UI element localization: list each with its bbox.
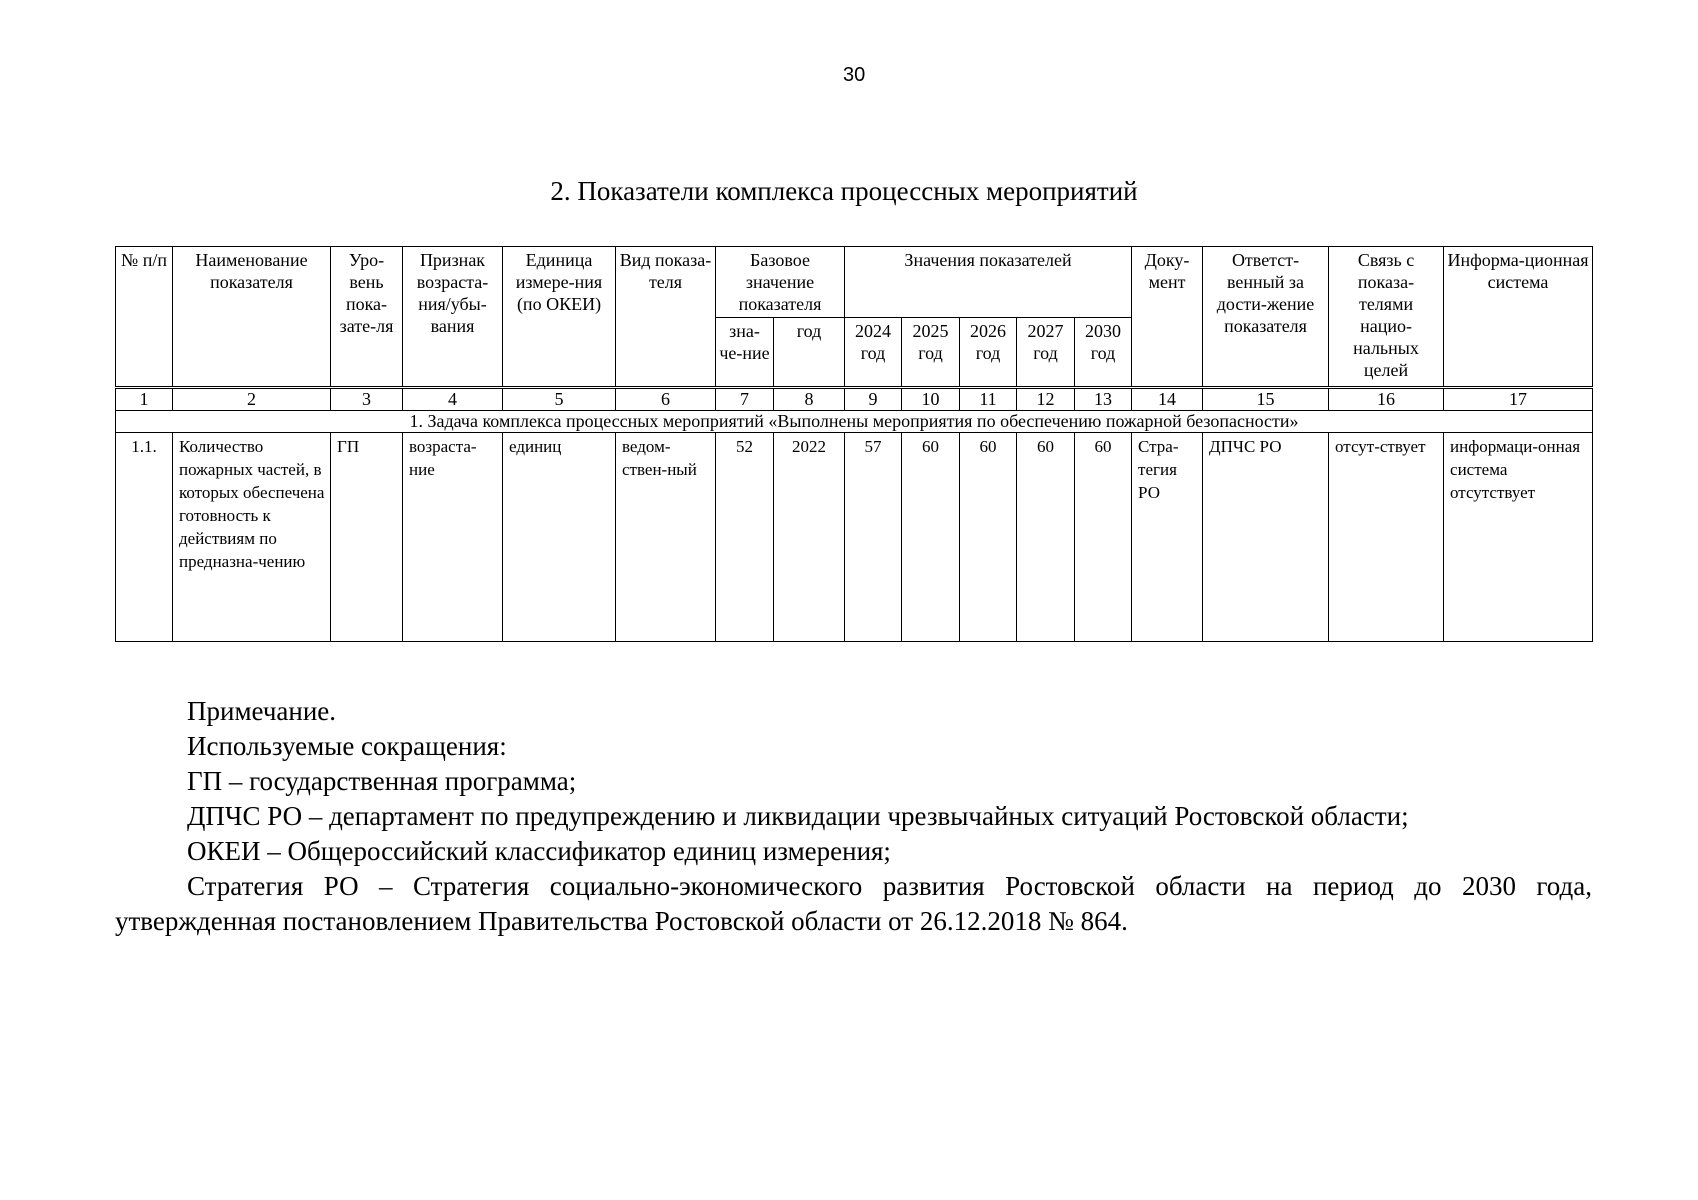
- header-type: Вид показа-теля: [616, 247, 716, 388]
- header-year-2026: 2026 год: [960, 318, 1017, 388]
- column-number: 16: [1329, 388, 1444, 411]
- column-numbers-row: [116, 388, 1593, 411]
- row-value-2025: 60: [902, 433, 960, 642]
- notes-heading: Примечание.: [187, 696, 337, 726]
- column-number: 5: [503, 388, 616, 411]
- header-info-system: Информа-ционная система: [1444, 247, 1593, 388]
- section-title: [0, 176, 1698, 207]
- header-base-value: зна-че-ние: [716, 318, 774, 388]
- column-number: 2: [173, 388, 331, 411]
- header-base-year: год: [774, 318, 845, 388]
- section-title-text: 2. Показатели комплекса процессных мероприятий: [550, 176, 1138, 206]
- abbreviations-heading: Используемые сокращения:: [187, 731, 507, 761]
- header-year-2025: 2025 год: [902, 318, 960, 388]
- column-number: 10: [902, 388, 960, 411]
- column-number: 11: [960, 388, 1017, 411]
- row-info-system: информаци-онная система отсутствует: [1444, 433, 1593, 642]
- column-number: 8: [774, 388, 845, 411]
- column-number: 3: [331, 388, 403, 411]
- abbreviation-item: ГП – государственная программа;: [187, 766, 577, 796]
- row-value-2024: 57: [845, 433, 902, 642]
- row-base-value: 52: [716, 433, 774, 642]
- row-value-2027: 60: [1017, 433, 1075, 642]
- column-number: 1: [116, 388, 173, 411]
- header-document: Доку-мент: [1132, 247, 1203, 388]
- table-row: [116, 433, 1593, 642]
- abbreviation-item: ДПЧС РО – департамент по предупреждению и ликвидации чрезвычайных ситуаций Ростовской области;: [187, 801, 1409, 831]
- header-unit: Единица измере-ния (по ОКЕИ): [503, 247, 616, 388]
- header-year-2024: 2024 год: [845, 318, 902, 388]
- column-number: 17: [1444, 388, 1593, 411]
- column-number: 15: [1203, 388, 1329, 411]
- header-row-1: [116, 247, 1593, 318]
- row-num: 1.1.: [116, 433, 173, 642]
- row-value-2026: 60: [960, 433, 1017, 642]
- row-document: Стра-тегия РО: [1132, 433, 1203, 642]
- header-year-2030: 2030 год: [1075, 318, 1132, 388]
- header-level: Уро-вень пока-зате-ля: [331, 247, 403, 388]
- header-trend: Признак возраста-ния/убы-вания: [403, 247, 503, 388]
- column-number: 4: [403, 388, 503, 411]
- header-base-group: Базовое значение показателя: [716, 247, 845, 318]
- header-name: Наименование показателя: [173, 247, 331, 388]
- row-value-2030: 60: [1075, 433, 1132, 642]
- abbreviation-item: Стратегия РО – Стратегия социально-экономического развития Ростовской области на период до 2030 года, утвержденная постановлением Правительства Ростовской области от 26.12.2018 № 864.: [115, 871, 1592, 936]
- row-base-year: 2022: [774, 433, 845, 642]
- header-link: Связь с показа-телями нацио-нальных целей: [1329, 247, 1444, 388]
- row-link: отсут-ствует: [1329, 433, 1444, 642]
- row-type: ведом-ствен-ный: [616, 433, 716, 642]
- column-number: 13: [1075, 388, 1132, 411]
- column-number: 7: [716, 388, 774, 411]
- row-unit: единиц: [503, 433, 616, 642]
- page-number-text: 30: [843, 64, 866, 86]
- row-name: Количество пожарных частей, в которых обеспечена готовность к действиям по предназна-чению: [173, 433, 331, 642]
- column-number: 6: [616, 388, 716, 411]
- notes-section: [115, 694, 1592, 939]
- indicators-table: [115, 246, 1593, 642]
- header-num: № п/п: [116, 247, 173, 388]
- column-number: 12: [1017, 388, 1075, 411]
- task-row: [116, 411, 1593, 433]
- column-number: 14: [1132, 388, 1203, 411]
- row-level: ГП: [331, 433, 403, 642]
- row-trend: возраста-ние: [403, 433, 503, 642]
- row-responsible: ДПЧС РО: [1203, 433, 1329, 642]
- header-values-group: Значения показателей: [845, 247, 1132, 318]
- abbreviation-item: ОКЕИ – Общероссийский классификатор единиц измерения;: [187, 836, 891, 866]
- header-year-2027: 2027 год: [1017, 318, 1075, 388]
- column-number: 9: [845, 388, 902, 411]
- header-responsible: Ответст-венный за дости-жение показателя: [1203, 247, 1329, 388]
- task-title: 1. Задача комплекса процессных мероприятий «Выполнены мероприятия по обеспечению пожарной безопасности»: [116, 411, 1593, 433]
